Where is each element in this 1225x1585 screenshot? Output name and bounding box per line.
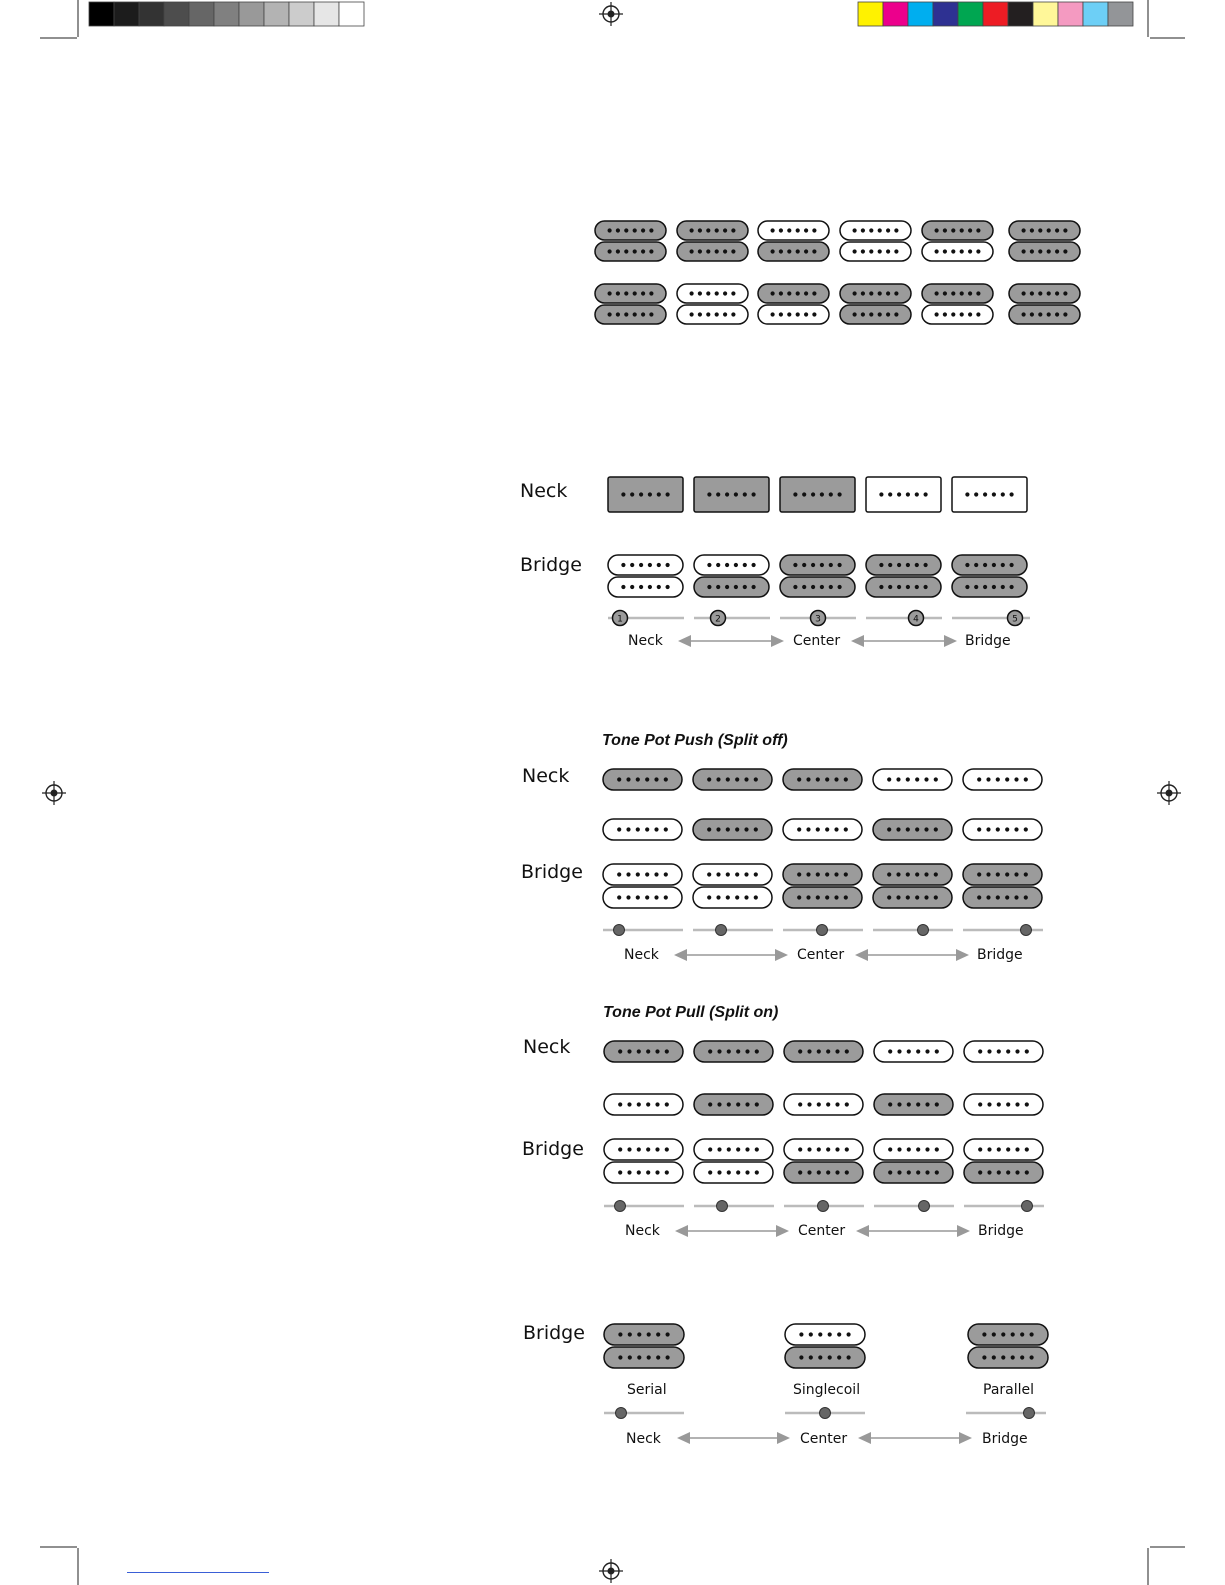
- section4-mode-parallel: Parallel: [983, 1382, 1035, 1398]
- section2-middle-pickup-4: [873, 819, 952, 840]
- section1-axis-left: Neck: [628, 633, 663, 649]
- section1-neck-pickup-1: [608, 477, 683, 512]
- color-swatch-7: [1008, 2, 1033, 26]
- section1-bridge-pickup-4-top-coil: [866, 555, 941, 575]
- section3-bridge-pickup-3-bottom-coil: [784, 1162, 863, 1183]
- section2-bridge-pickup-3-top-coil: [783, 864, 862, 885]
- section3-neck-pickup-1: [604, 1041, 683, 1062]
- color-swatch-11: [1108, 2, 1133, 26]
- color-swatch-6: [983, 2, 1008, 26]
- section1-bridge-pickup-3-top-coil: [780, 555, 855, 575]
- grayscale-swatch-11: [339, 2, 364, 26]
- section2-middle-pickup-5: [963, 819, 1042, 840]
- grayscale-swatch-10: [314, 2, 339, 26]
- section3-axis-left: Neck: [625, 1223, 660, 1239]
- section4-bridge-label: Bridge: [523, 1322, 585, 1344]
- top-grid-r2-c4-bottom-coil: [840, 305, 911, 324]
- top-grid-r2-c1-bottom-coil: [595, 305, 666, 324]
- top-grid-r1-c2-bottom-coil: [677, 242, 748, 261]
- color-swatch-2: [883, 2, 908, 26]
- top-grid-r1-c6-bottom-coil: [1009, 242, 1080, 261]
- section3-bridge-pickup-2-top-coil: [694, 1139, 773, 1160]
- section1-neck-pickup-3: [780, 477, 855, 512]
- top-grid-r2-c1-top-coil: [595, 284, 666, 303]
- grayscale-swatch-8: [264, 2, 289, 26]
- top-grid-r1-c1-top-coil: [595, 221, 666, 240]
- section3-arrow-right-head-left: [856, 1225, 869, 1237]
- section1-bridge-pickup-3-bottom-coil: [780, 577, 855, 597]
- section4-bridge-pickup-2-bottom-coil: [785, 1347, 865, 1368]
- color-swatch-1: [858, 2, 883, 26]
- section3-bridge-pickup-4-top-coil: [874, 1139, 953, 1160]
- section1-axis-right: Bridge: [965, 633, 1011, 649]
- section2-bridge-pickup-4-top-coil: [873, 864, 952, 885]
- section3-bridge-pickup-1-top-coil: [604, 1139, 683, 1160]
- section3-axis-center: Center: [798, 1223, 846, 1239]
- color-swatch-5: [958, 2, 983, 26]
- section1-bridge-pickup-1-top-coil: [608, 555, 683, 575]
- top-grid-r1-c3-top-coil: [758, 221, 829, 240]
- section3-neck-pickup-4: [874, 1041, 953, 1062]
- section2-arrow-right-head-right: [956, 949, 969, 961]
- section3-arrow-left-head-right: [776, 1225, 789, 1237]
- section4-switch-knob-3: [1024, 1408, 1035, 1419]
- section2-neck-pickup-2: [693, 769, 772, 790]
- section2-switch-knob-3: [817, 925, 828, 936]
- section2-middle-pickup-2: [693, 819, 772, 840]
- grayscale-swatch-5: [189, 2, 214, 26]
- section1-neck-pickup-5: [952, 477, 1027, 512]
- section2-neck-pickup-4: [873, 769, 952, 790]
- section4-switch-knob-1: [616, 1408, 627, 1419]
- section2-switch-knob-5: [1021, 925, 1032, 936]
- section3-bridge-pickup-5-top-coil: [964, 1139, 1043, 1160]
- section1-arrow-left-head-left: [678, 635, 691, 647]
- section1-bridge-pickup-1-bottom-coil: [608, 577, 683, 597]
- section4-arrow-right-head-left: [858, 1432, 871, 1444]
- section1-neck-label: Neck: [520, 480, 568, 502]
- section2-axis-center: Center: [797, 947, 845, 963]
- section2-middle-pickup-3: [783, 819, 862, 840]
- top-grid-r1-c6-top-coil: [1009, 221, 1080, 240]
- section1-switch-position-5: 5: [1012, 614, 1018, 625]
- top-grid-r1-c5-bottom-coil: [922, 242, 993, 261]
- section3-middle-pickup-2: [694, 1094, 773, 1115]
- section4-bridge-pickup-3-top-coil: [968, 1324, 1048, 1345]
- grayscale-swatch-1: [89, 2, 114, 26]
- section3-bridge-pickup-1-bottom-coil: [604, 1162, 683, 1183]
- section2-bridge-pickup-5-bottom-coil: [963, 887, 1042, 908]
- section3-switch-knob-5: [1022, 1201, 1033, 1212]
- section2-bridge-pickup-5-top-coil: [963, 864, 1042, 885]
- section2-bridge-label: Bridge: [521, 861, 583, 883]
- top-grid-r2-c2-bottom-coil: [677, 305, 748, 324]
- top-grid-r2-c5-bottom-coil: [922, 305, 993, 324]
- section1-bridge-label: Bridge: [520, 554, 582, 576]
- section4-axis-right: Bridge: [982, 1431, 1028, 1447]
- grayscale-swatch-9: [289, 2, 314, 26]
- section2-arrow-left-head-left: [674, 949, 687, 961]
- top-grid-r1-c4-bottom-coil: [840, 242, 911, 261]
- section2-neck-pickup-1: [603, 769, 682, 790]
- section1-arrow-right-head-right: [944, 635, 957, 647]
- section4-bridge-pickup-2-top-coil: [785, 1324, 865, 1345]
- grayscale-swatch-6: [214, 2, 239, 26]
- section2-bridge-pickup-1-top-coil: [603, 864, 682, 885]
- section2-bridge-pickup-4-bottom-coil: [873, 887, 952, 908]
- section1-bridge-pickup-4-bottom-coil: [866, 577, 941, 597]
- section3-switch-knob-3: [818, 1201, 829, 1212]
- section3-bridge-label: Bridge: [522, 1138, 584, 1160]
- section2-switch-knob-1: [614, 925, 625, 936]
- color-swatch-10: [1083, 2, 1108, 26]
- section2-neck-label: Neck: [522, 765, 570, 787]
- section3-middle-pickup-4: [874, 1094, 953, 1115]
- footer-link-underline: [127, 1572, 269, 1573]
- section2-neck-pickup-5: [963, 769, 1042, 790]
- section1-bridge-pickup-5-top-coil: [952, 555, 1027, 575]
- section2-switch-knob-2: [716, 925, 727, 936]
- section2-middle-pickup-1: [603, 819, 682, 840]
- section1-switch-position-2: 2: [715, 614, 721, 625]
- section3-axis-right: Bridge: [978, 1223, 1024, 1239]
- section1-bridge-pickup-2-top-coil: [694, 555, 769, 575]
- section4-arrow-right-head-right: [959, 1432, 972, 1444]
- section1-bridge-pickup-5-bottom-coil: [952, 577, 1027, 597]
- section4-bridge-pickup-3-bottom-coil: [968, 1347, 1048, 1368]
- color-swatch-3: [908, 2, 933, 26]
- section3-middle-pickup-1: [604, 1094, 683, 1115]
- section3-title: Tone Pot Pull (Split on): [603, 1004, 779, 1021]
- top-grid-r2-c6-bottom-coil: [1009, 305, 1080, 324]
- section3-bridge-pickup-4-bottom-coil: [874, 1162, 953, 1183]
- section2-title: Tone Pot Push (Split off): [602, 732, 788, 749]
- section3-switch-knob-1: [615, 1201, 626, 1212]
- section4-axis-left: Neck: [626, 1431, 661, 1447]
- section2-neck-pickup-3: [783, 769, 862, 790]
- section4-axis-center: Center: [800, 1431, 848, 1447]
- section3-switch-knob-4: [919, 1201, 930, 1212]
- top-grid-r2-c3-bottom-coil: [758, 305, 829, 324]
- section2-arrow-left-head-right: [775, 949, 788, 961]
- section3-switch-knob-2: [717, 1201, 728, 1212]
- section1-switch-position-3: 3: [815, 614, 821, 625]
- section1-neck-pickup-2: [694, 477, 769, 512]
- top-grid-r1-c2-top-coil: [677, 221, 748, 240]
- color-swatch-4: [933, 2, 958, 26]
- section2-bridge-pickup-2-bottom-coil: [693, 887, 772, 908]
- section2-bridge-pickup-1-bottom-coil: [603, 887, 682, 908]
- section1-bridge-pickup-2-bottom-coil: [694, 577, 769, 597]
- section2-axis-right: Bridge: [977, 947, 1023, 963]
- top-grid-r1-c4-top-coil: [840, 221, 911, 240]
- section4-arrow-left-head-left: [677, 1432, 690, 1444]
- section1-switch-position-1: 1: [617, 614, 623, 625]
- section3-bridge-pickup-5-bottom-coil: [964, 1162, 1043, 1183]
- grayscale-swatch-2: [114, 2, 139, 26]
- section3-neck-pickup-2: [694, 1041, 773, 1062]
- top-grid-r1-c1-bottom-coil: [595, 242, 666, 261]
- section4-bridge-pickup-1-bottom-coil: [604, 1347, 684, 1368]
- top-grid-r2-c5-top-coil: [922, 284, 993, 303]
- section4-arrow-left-head-right: [777, 1432, 790, 1444]
- section1-axis-center: Center: [793, 633, 841, 649]
- section3-neck-pickup-5: [964, 1041, 1043, 1062]
- section2-switch-knob-4: [918, 925, 929, 936]
- section2-bridge-pickup-2-top-coil: [693, 864, 772, 885]
- top-grid-r2-c2-top-coil: [677, 284, 748, 303]
- grayscale-swatch-3: [139, 2, 164, 26]
- section2-bridge-pickup-3-bottom-coil: [783, 887, 862, 908]
- top-grid-r2-c4-top-coil: [840, 284, 911, 303]
- section3-neck-label: Neck: [523, 1036, 571, 1058]
- section4-switch-knob-2: [820, 1408, 831, 1419]
- top-grid-r1-c5-top-coil: [922, 221, 993, 240]
- section3-middle-pickup-3: [784, 1094, 863, 1115]
- section2-arrow-right-head-left: [855, 949, 868, 961]
- top-grid-r2-c6-top-coil: [1009, 284, 1080, 303]
- section3-bridge-pickup-3-top-coil: [784, 1139, 863, 1160]
- section3-arrow-left-head-left: [675, 1225, 688, 1237]
- section3-bridge-pickup-2-bottom-coil: [694, 1162, 773, 1183]
- top-grid-r2-c3-top-coil: [758, 284, 829, 303]
- top-grid-r1-c3-bottom-coil: [758, 242, 829, 261]
- grayscale-swatch-4: [164, 2, 189, 26]
- section3-neck-pickup-3: [784, 1041, 863, 1062]
- section2-axis-left: Neck: [624, 947, 659, 963]
- color-swatch-8: [1033, 2, 1058, 26]
- section4-mode-serial: Serial: [627, 1382, 667, 1398]
- grayscale-swatch-7: [239, 2, 264, 26]
- section3-middle-pickup-5: [964, 1094, 1043, 1115]
- section1-switch-position-4: 4: [913, 614, 919, 625]
- section4-bridge-pickup-1-top-coil: [604, 1324, 684, 1345]
- section1-arrow-right-head-left: [851, 635, 864, 647]
- section1-neck-pickup-4: [866, 477, 941, 512]
- color-swatch-9: [1058, 2, 1083, 26]
- section1-arrow-left-head-right: [771, 635, 784, 647]
- section3-arrow-right-head-right: [957, 1225, 970, 1237]
- section4-mode-singlecoil: Singlecoil: [793, 1382, 861, 1398]
